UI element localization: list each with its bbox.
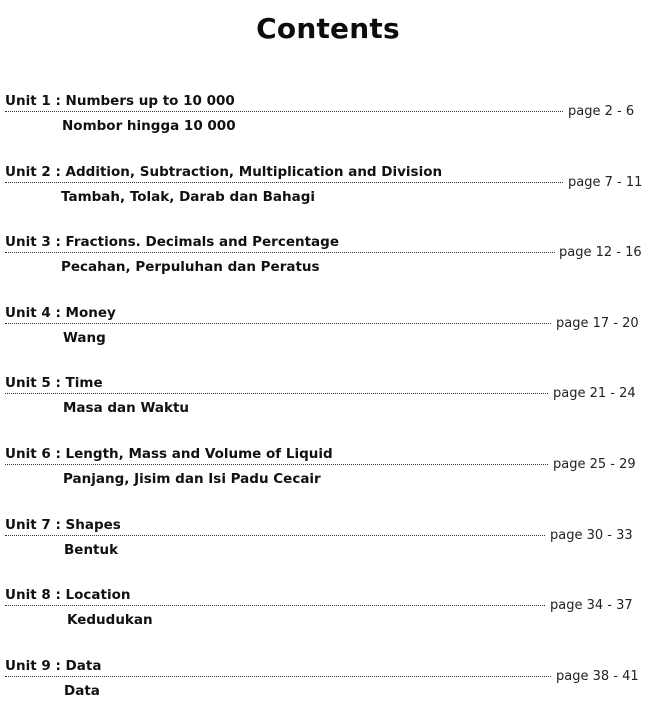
unit-title: Unit 8 : Location bbox=[5, 587, 131, 603]
unit-title: Unit 2 : Addition, Subtraction, Multiplication and Division bbox=[5, 164, 443, 180]
unit-subtitle: Panjang, Jisim dan Isi Padu Cecair bbox=[63, 471, 321, 487]
unit-subtitle: Nombor hingga 10 000 bbox=[62, 118, 236, 134]
page-range: page 34 - 37 bbox=[550, 598, 633, 613]
unit-title: Unit 4 : Money bbox=[5, 305, 116, 321]
page-range: page 30 - 33 bbox=[550, 528, 633, 543]
toc-entry bbox=[5, 366, 645, 426]
unit-title: Unit 5 : Time bbox=[5, 375, 103, 391]
page-range: page 17 - 20 bbox=[556, 316, 639, 331]
unit-subtitle: Kedudukan bbox=[67, 612, 153, 628]
unit-title: Unit 9 : Data bbox=[5, 658, 102, 674]
unit-subtitle: Data bbox=[64, 683, 100, 699]
toc-entry bbox=[5, 155, 645, 215]
dot-leader bbox=[5, 393, 548, 394]
toc-entry bbox=[5, 508, 645, 568]
dot-leader bbox=[5, 252, 555, 253]
unit-subtitle: Bentuk bbox=[64, 542, 119, 558]
page-title: Contents bbox=[256, 12, 400, 45]
unit-subtitle: Tambah, Tolak, Darab dan Bahagi bbox=[61, 189, 316, 205]
unit-subtitle: Wang bbox=[63, 330, 106, 346]
toc-entry bbox=[5, 225, 645, 285]
unit-title: Unit 3 : Fractions. Decimals and Percentage bbox=[5, 234, 339, 250]
unit-title: Unit 7 : Shapes bbox=[5, 517, 121, 533]
toc-entry bbox=[5, 578, 645, 638]
toc-entry bbox=[5, 649, 645, 709]
unit-title: Unit 6 : Length, Mass and Volume of Liquid bbox=[5, 446, 333, 462]
page-range: page 2 - 6 bbox=[568, 104, 635, 119]
dot-leader bbox=[5, 535, 545, 536]
page-range: page 25 - 29 bbox=[553, 457, 636, 472]
toc-entry bbox=[5, 84, 645, 144]
dot-leader bbox=[5, 323, 551, 324]
toc-entry bbox=[5, 296, 645, 356]
unit-subtitle: Pecahan, Perpuluhan dan Peratus bbox=[61, 259, 320, 275]
page-range: page 21 - 24 bbox=[553, 386, 636, 401]
dot-leader bbox=[5, 182, 563, 183]
toc-entry bbox=[5, 437, 645, 497]
dot-leader bbox=[5, 111, 563, 112]
dot-leader bbox=[5, 605, 545, 606]
page-range: page 12 - 16 bbox=[559, 245, 642, 260]
page-range: page 38 - 41 bbox=[556, 669, 639, 684]
unit-title: Unit 1 : Numbers up to 10 000 bbox=[5, 93, 235, 109]
unit-subtitle: Masa dan Waktu bbox=[63, 400, 190, 416]
dot-leader bbox=[5, 676, 551, 677]
page-range: page 7 - 11 bbox=[568, 175, 643, 190]
dot-leader bbox=[5, 464, 548, 465]
